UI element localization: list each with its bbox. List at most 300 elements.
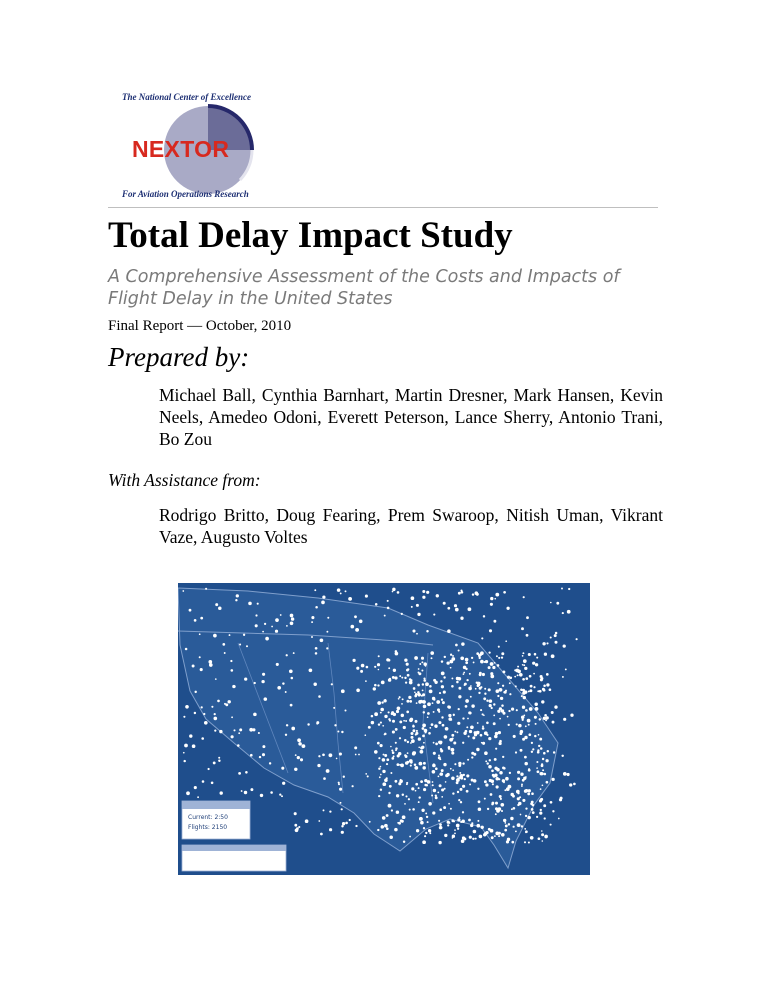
flight-marker <box>537 751 540 754</box>
flight-marker <box>454 731 456 733</box>
flight-marker <box>523 696 526 699</box>
flight-marker <box>386 758 389 761</box>
flight-marker <box>516 723 518 725</box>
flight-marker <box>454 829 456 831</box>
flight-marker <box>520 773 523 776</box>
flight-marker <box>422 727 425 730</box>
flight-marker <box>422 596 425 599</box>
report-subtitle: A Comprehensive Assessment of the Costs and Impacts of Flight Delay in the United States <box>108 267 620 309</box>
flight-marker <box>218 757 220 759</box>
flight-marker <box>407 752 409 754</box>
flight-marker <box>469 730 472 733</box>
flight-marker <box>544 817 546 819</box>
flight-marker <box>448 803 450 805</box>
flight-marker <box>377 701 381 705</box>
flight-marker <box>502 756 504 758</box>
flight-marker <box>392 588 395 591</box>
flight-marker <box>280 614 282 616</box>
flight-marker <box>383 754 385 756</box>
flight-marker <box>424 835 426 837</box>
flight-marker <box>522 799 525 802</box>
header-divider <box>108 207 658 208</box>
flight-marker <box>544 653 547 656</box>
flight-marker <box>522 678 525 681</box>
flight-marker <box>419 817 423 821</box>
flight-map-image <box>178 583 590 875</box>
flight-marker <box>501 652 504 655</box>
flight-marker <box>285 734 287 736</box>
flight-marker <box>452 738 454 740</box>
flight-marker <box>282 682 284 684</box>
flight-marker <box>484 832 487 835</box>
flight-marker <box>569 783 572 786</box>
flight-marker <box>457 828 459 830</box>
flight-marker <box>562 676 564 678</box>
flight-marker <box>220 791 223 794</box>
flight-marker <box>463 732 466 735</box>
flight-marker <box>257 603 259 605</box>
flight-marker <box>465 668 467 670</box>
flight-marker <box>457 722 460 725</box>
flight-marker <box>417 684 420 687</box>
flight-marker <box>300 758 303 761</box>
flight-marker <box>482 742 485 745</box>
flight-marker <box>438 721 441 724</box>
flight-marker <box>243 634 245 636</box>
flight-marker <box>482 673 485 676</box>
flight-marker <box>525 709 528 712</box>
flight-marker <box>559 798 562 801</box>
flight-marker <box>361 664 365 668</box>
flight-marker <box>208 660 212 664</box>
flight-marker <box>484 780 487 783</box>
flight-marker <box>384 754 387 757</box>
flight-marker <box>406 700 409 703</box>
flight-marker <box>523 777 526 780</box>
flight-marker <box>394 780 397 783</box>
flight-marker <box>524 756 527 759</box>
flight-marker <box>281 767 284 770</box>
flight-marker <box>458 649 460 651</box>
flight-marker <box>523 659 527 663</box>
flight-marker <box>384 699 386 701</box>
flight-marker <box>378 757 380 759</box>
flight-marker <box>435 796 438 799</box>
flight-marker <box>433 711 435 713</box>
flight-marker <box>493 715 495 717</box>
flight-marker <box>421 657 424 660</box>
flight-marker <box>467 718 469 720</box>
flight-marker <box>490 672 493 675</box>
flight-marker <box>290 704 293 707</box>
flight-marker <box>496 768 500 772</box>
flight-marker <box>460 774 464 778</box>
flight-marker <box>298 826 300 828</box>
flight-marker <box>358 754 360 756</box>
flight-marker <box>407 674 410 677</box>
flight-marker <box>389 836 393 840</box>
flight-marker <box>374 666 376 668</box>
flight-marker <box>421 809 424 812</box>
flight-marker <box>451 748 455 752</box>
authors-list: Michael Ball, Cynthia Barnhart, Martin Dresner, Mark Hansen, Kevin Neels, Amedeo Odoni, Everett Peterson, Lance Sherry, Antonio Trani, Bo Zou <box>159 385 663 449</box>
flight-marker <box>277 686 281 690</box>
flight-marker <box>490 603 493 606</box>
flight-marker <box>194 691 196 693</box>
flight-marker <box>218 606 222 610</box>
flight-marker <box>497 710 500 713</box>
flight-marker <box>441 716 443 718</box>
flight-marker <box>452 655 454 657</box>
flight-marker <box>521 627 524 630</box>
flight-marker <box>524 667 527 670</box>
flight-marker <box>431 657 433 659</box>
flight-marker <box>388 792 390 794</box>
flight-marker <box>291 617 294 620</box>
flight-marker <box>293 652 295 654</box>
flight-marker <box>441 769 444 772</box>
flight-marker <box>441 672 445 676</box>
flight-marker <box>448 717 452 721</box>
flight-marker <box>475 591 479 595</box>
flight-marker <box>538 837 541 840</box>
flight-marker <box>378 723 380 725</box>
flight-marker <box>254 682 256 684</box>
flight-marker <box>199 656 201 658</box>
flight-marker <box>211 706 213 708</box>
flight-marker <box>542 784 544 786</box>
flight-marker <box>404 659 407 662</box>
flight-marker <box>286 724 288 726</box>
flight-marker <box>386 814 389 817</box>
flight-marker <box>523 596 525 598</box>
flight-marker <box>231 716 233 718</box>
flight-marker <box>472 736 475 739</box>
flight-marker <box>505 824 508 827</box>
flight-marker <box>484 688 486 690</box>
flight-marker <box>541 764 544 767</box>
flight-marker <box>334 724 336 726</box>
flight-marker <box>489 759 491 761</box>
flight-marker <box>539 811 542 814</box>
flight-marker <box>294 812 297 815</box>
flight-marker <box>441 796 443 798</box>
flight-marker <box>356 667 359 670</box>
flight-marker <box>446 773 449 776</box>
flight-marker <box>378 767 380 769</box>
flight-marker <box>454 833 456 835</box>
flight-marker <box>528 816 531 819</box>
flight-marker <box>426 591 429 594</box>
flight-marker <box>440 826 442 828</box>
flight-marker <box>509 693 511 695</box>
flight-marker <box>478 692 480 694</box>
flight-marker <box>443 691 446 694</box>
flight-marker <box>425 682 429 686</box>
flight-marker <box>513 826 515 828</box>
flight-marker <box>471 752 474 755</box>
flight-marker <box>380 722 382 724</box>
flight-marker <box>352 785 354 787</box>
flight-marker <box>537 770 540 773</box>
flight-marker <box>414 691 416 693</box>
flight-marker <box>408 696 411 699</box>
flight-marker <box>489 699 493 703</box>
flight-marker <box>262 745 265 748</box>
flight-marker <box>341 731 343 733</box>
flight-marker <box>510 817 513 820</box>
flight-marker <box>422 590 425 593</box>
flight-marker <box>465 658 469 662</box>
flight-marker <box>457 818 460 821</box>
flight-marker <box>519 673 523 677</box>
flight-marker <box>528 733 531 736</box>
flight-marker <box>194 619 197 622</box>
flight-marker <box>552 721 555 724</box>
flight-marker <box>371 721 374 724</box>
flight-marker <box>313 683 316 686</box>
flight-marker <box>475 688 477 690</box>
flight-marker <box>481 637 483 639</box>
flight-marker <box>244 677 247 680</box>
flight-marker <box>204 721 208 725</box>
flight-marker <box>345 822 348 825</box>
flight-marker <box>499 688 503 692</box>
flight-marker <box>476 652 479 655</box>
flight-marker <box>439 808 442 811</box>
flight-marker <box>441 685 444 688</box>
flight-marker <box>515 830 517 832</box>
flight-marker <box>522 689 525 692</box>
flight-marker <box>470 824 473 827</box>
flight-marker <box>291 677 294 680</box>
flight-marker <box>505 777 509 781</box>
flight-marker <box>374 684 377 687</box>
flight-marker <box>402 793 404 795</box>
flight-marker <box>401 613 403 615</box>
flight-marker <box>203 713 205 715</box>
flight-marker <box>541 700 544 703</box>
flight-marker <box>367 775 369 777</box>
flight-marker <box>542 769 544 771</box>
flight-marker <box>373 687 376 690</box>
flight-marker <box>565 668 567 670</box>
flight-marker <box>524 736 527 739</box>
flight-marker <box>471 779 474 782</box>
flight-marker <box>533 673 535 675</box>
flight-marker <box>219 730 222 733</box>
flight-marker <box>465 705 468 708</box>
flight-marker <box>495 593 499 597</box>
flight-marker <box>458 695 461 698</box>
flight-marker <box>525 815 527 817</box>
flight-marker <box>421 746 424 749</box>
flight-marker <box>508 724 510 726</box>
flight-marker <box>382 758 386 762</box>
flight-marker <box>418 737 421 740</box>
flight-marker <box>340 802 342 804</box>
flight-marker <box>493 722 496 725</box>
flight-marker <box>546 673 549 676</box>
flight-marker <box>514 676 516 678</box>
flight-marker <box>492 666 495 669</box>
flight-marker <box>380 766 382 768</box>
flight-marker <box>341 689 345 693</box>
flight-marker <box>403 840 405 842</box>
flight-marker <box>535 707 539 711</box>
flight-marker <box>510 677 513 680</box>
flight-marker <box>452 769 454 771</box>
flight-marker <box>486 700 488 702</box>
flight-marker <box>466 726 468 728</box>
flight-marker <box>384 615 386 617</box>
flight-marker <box>485 660 488 663</box>
flight-marker <box>480 660 484 664</box>
flight-marker <box>456 731 458 733</box>
flight-marker <box>396 763 399 766</box>
flight-marker <box>298 742 302 746</box>
flight-marker <box>200 668 203 671</box>
flight-marker <box>538 734 540 736</box>
flight-marker <box>528 653 531 656</box>
flight-marker <box>412 808 415 811</box>
flight-marker <box>458 764 461 767</box>
flight-marker <box>462 742 464 744</box>
flight-marker <box>423 711 425 713</box>
flight-marker <box>442 701 445 704</box>
flight-marker <box>428 829 431 832</box>
flight-marker <box>450 654 452 656</box>
flight-marker <box>489 629 492 632</box>
flight-marker <box>354 615 357 618</box>
legend-flights: Flights: 2150 <box>188 824 228 831</box>
flight-marker <box>540 788 542 790</box>
flight-marker <box>294 824 297 827</box>
flight-marker <box>315 647 318 650</box>
legend-current: Current: 2:50 <box>188 814 228 821</box>
flight-marker <box>423 762 426 765</box>
flight-marker <box>430 651 434 655</box>
flight-marker <box>550 602 552 604</box>
flight-marker <box>305 819 309 823</box>
flight-marker <box>213 634 217 638</box>
flight-marker <box>412 725 414 727</box>
flight-marker <box>382 725 384 727</box>
flight-marker <box>333 707 335 709</box>
flight-marker <box>340 592 342 594</box>
flight-marker <box>499 740 502 743</box>
flight-marker <box>515 669 519 673</box>
flight-marker <box>502 670 505 673</box>
flight-marker <box>432 770 436 774</box>
flight-marker <box>471 822 473 824</box>
flight-marker <box>192 744 196 748</box>
flight-marker <box>456 677 459 680</box>
flight-marker <box>525 725 527 727</box>
flight-marker <box>387 600 389 602</box>
flight-marker <box>448 747 451 750</box>
flight-marker <box>526 634 529 637</box>
flight-marker <box>318 820 320 822</box>
flight-marker <box>463 837 466 840</box>
flight-marker <box>501 656 503 658</box>
flight-marker <box>403 720 405 722</box>
flight-marker <box>458 687 461 690</box>
flight-marker <box>443 602 446 605</box>
flight-marker <box>205 588 207 590</box>
flight-marker <box>425 665 427 667</box>
flight-marker <box>443 763 446 766</box>
flight-marker <box>460 590 462 592</box>
flight-marker <box>409 809 411 811</box>
flight-marker <box>466 679 468 681</box>
flight-marker <box>400 780 402 782</box>
flight-marker <box>546 683 549 686</box>
flight-marker <box>429 690 433 694</box>
flight-marker <box>525 807 527 809</box>
flight-marker <box>390 772 392 774</box>
flight-marker <box>524 762 528 766</box>
flight-marker <box>502 712 504 714</box>
flight-marker <box>530 836 534 840</box>
flight-marker <box>468 819 471 822</box>
flight-marker <box>541 830 543 832</box>
flight-marker <box>355 754 357 756</box>
flight-marker <box>222 643 225 646</box>
flight-marker <box>491 780 495 784</box>
flight-marker <box>255 624 258 627</box>
flight-marker <box>507 716 509 718</box>
flight-marker <box>425 812 427 814</box>
flight-marker <box>185 648 188 651</box>
flight-marker <box>418 801 420 803</box>
flight-marker <box>411 732 414 735</box>
flight-marker <box>433 698 435 700</box>
flight-marker <box>462 762 464 764</box>
flight-marker <box>399 764 401 766</box>
flight-marker <box>469 783 471 785</box>
flight-marker <box>455 644 458 647</box>
flight-marker <box>543 773 546 776</box>
flight-marker <box>438 741 441 744</box>
flight-marker <box>429 727 431 729</box>
flight-marker <box>477 722 479 724</box>
flight-marker <box>443 676 445 678</box>
flight-marker <box>497 695 499 697</box>
flight-marker <box>388 659 391 662</box>
flight-marker <box>410 765 412 767</box>
flight-marker <box>442 724 445 727</box>
flight-marker <box>422 766 425 769</box>
flight-marker <box>454 763 456 765</box>
flight-marker <box>189 609 192 612</box>
flight-marker <box>554 634 557 637</box>
flight-marker <box>337 731 339 733</box>
flight-marker <box>331 683 333 685</box>
flight-marker <box>531 792 534 795</box>
flight-marker <box>507 676 510 679</box>
flight-marker <box>552 810 554 812</box>
flight-marker <box>470 725 474 729</box>
flight-marker <box>374 750 378 754</box>
flight-marker <box>462 785 465 788</box>
flight-marker <box>286 654 288 656</box>
flight-marker <box>378 795 380 797</box>
flight-marker <box>501 833 505 837</box>
flight-marker <box>433 752 436 755</box>
flight-marker <box>433 742 435 744</box>
flight-marker <box>538 745 540 747</box>
